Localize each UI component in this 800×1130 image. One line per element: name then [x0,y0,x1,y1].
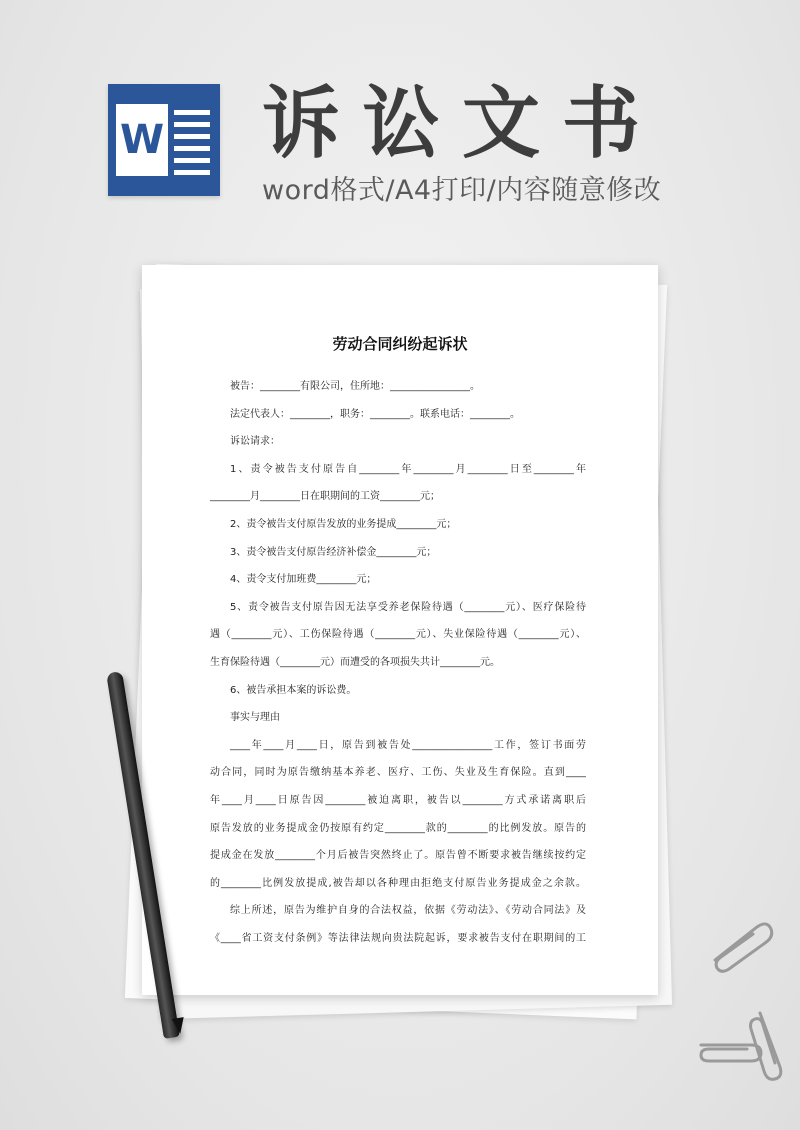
paperclip-icon [705,915,775,975]
document-line: 综上所述，原告为维护自身的合法权益，依据《劳动法》、《劳动合同法》及 [230,905,586,917]
document-line: 5、责令被告支付原告因无法享受养老保险待遇（________元）、医疗保险待 [230,601,586,613]
document-body [210,373,586,952]
document-line: 年____月____日原告因________被迫离职，被告以________方式承诺离职后 [210,794,586,806]
document-page [142,265,658,995]
document-line: 原告发放的业务提成金仍按原有约定________款的________的比例发放。原告的 [210,822,586,834]
document-line: 3、责令被告支付原告经济补偿金________元； [230,546,437,558]
pen-tip-icon [172,1017,186,1035]
document-title: 劳动合同纠纷起诉状 [332,335,468,353]
document-line: ____年____月____日，原告到被告处________________工作，签订书面劳 [230,739,586,751]
document-line: 被告：________有限公司，住所地：________________。 [230,381,480,392]
document-line: 遇（________元）、工伤保险待遇（________元）、失业保险待遇（________元）、 [210,629,586,641]
word-logo-lines [174,110,210,182]
document-line: ________月________日在职期间的工资________元； [210,491,440,503]
document-line: 6、被告承担本案的诉讼费。 [230,684,357,696]
document-line: 动合同，同时为原告缴纳基本养老、医疗、工伤、失业及生育保险。直到____ [210,767,586,779]
banner-subtitle: word格式/A4打印/内容随意修改 [262,175,662,206]
document-line: 《____省工资支付条例》等法律法规向贵法院起诉，要求被告支付在职期间的工 [210,932,586,944]
document-line: 诉讼请求： [230,436,280,448]
word-logo-letter: W [116,104,168,176]
document-line: 事实与理由 [230,712,280,724]
document-line: 1、责令被告支付原告自________年________月________日至________年 [230,463,586,475]
document-line: 4、责令支付加班费________元； [230,574,377,586]
word-logo-icon [108,84,220,196]
document-line: 生育保险待遇（________元）而遭受的各项损失共计________元。 [210,656,500,668]
banner-title: 诉讼文书 [262,79,663,169]
document-line: 提成金在发放________个月后被告突然终止了。原告曾不断要求被告继续按约定 [210,850,586,862]
paperclip-icon [745,1005,795,1085]
document-line: 2、责令被告支付原告发放的业务提成________元； [230,518,457,530]
document-line: 法定代表人：________，职务：________。联系电话：________。 [230,408,520,420]
document-line: 的________比例发放提成,被告却以各种理由拒绝支付原告业务提成金之余款。 [210,877,586,889]
